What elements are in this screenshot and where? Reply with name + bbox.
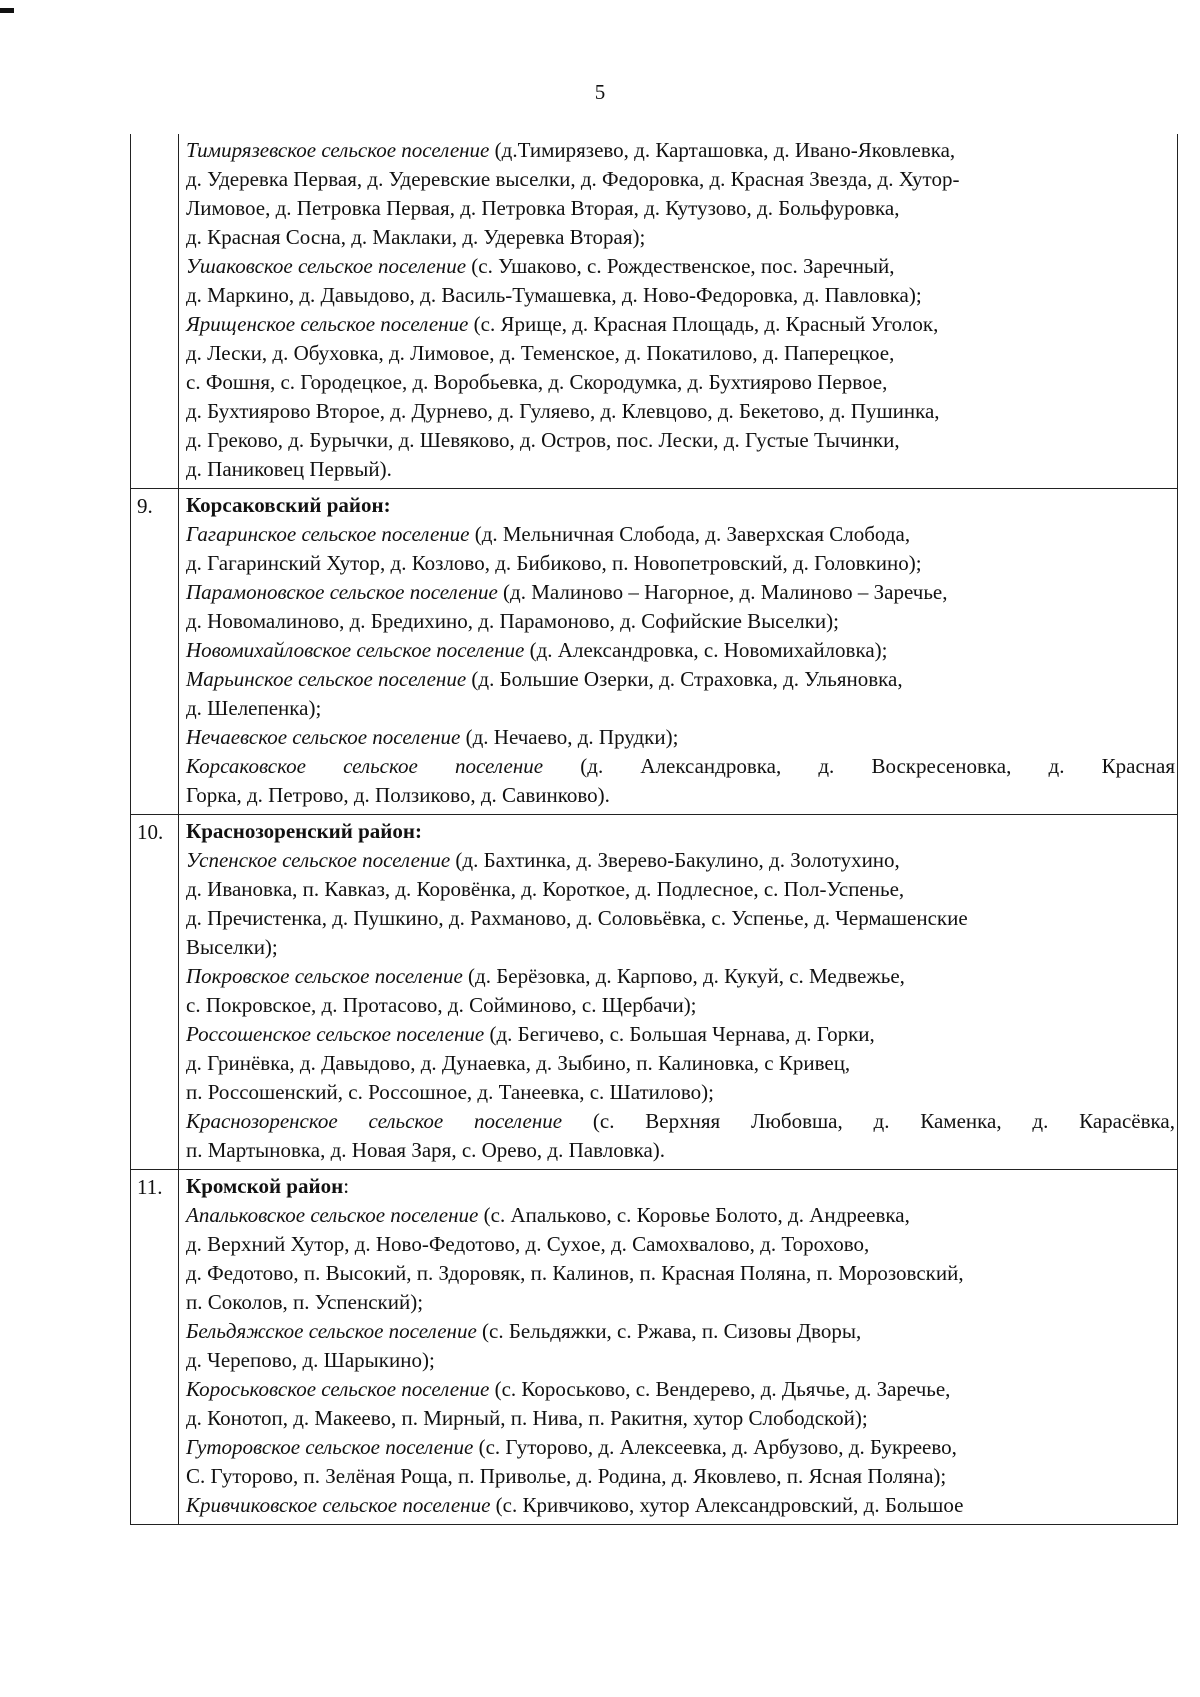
- locality-list: (с. Кривчиково, хутор Александровский, д. Большое: [490, 1493, 964, 1517]
- text-line: [186, 694, 1175, 723]
- settlement-name: Покровское сельское поселение: [186, 964, 463, 988]
- district-heading: Краснозоренский район:: [186, 819, 422, 843]
- locality-list: (д. Нечаево, д. Прудки);: [460, 725, 679, 749]
- locality-list: д. Гагаринский Хутор, д. Козлово, д. Бибиково, п. Новопетровский, д. Головкино);: [186, 551, 922, 575]
- locality-list: д. Лески, д. Обуховка, д. Лимовое, д. Теменское, д. Покатилово, д. Паперецкое,: [186, 341, 895, 365]
- text-line: [186, 578, 1175, 607]
- locality-list: (д. Бегичево, с. Большая Чернава, д. Горки,: [484, 1022, 875, 1046]
- row-number: [131, 134, 179, 489]
- text-line: [186, 1136, 1175, 1165]
- text-line: [186, 875, 1175, 904]
- row-number: 9.: [131, 489, 179, 815]
- text-line: [186, 1201, 1175, 1230]
- text-line: [186, 1317, 1175, 1346]
- locality-list: (д. Малиново – Нагорное, д. Малиново – Заречье,: [497, 580, 948, 604]
- settlement-name: Корсаковское сельское поселение: [186, 754, 544, 778]
- text-line: [186, 368, 1175, 397]
- text-line: [186, 752, 1175, 781]
- locality-list: д. Конотоп, д. Макеево, п. Мирный, п. Нива, п. Ракитня, хутор Слободской);: [186, 1406, 868, 1430]
- text-line: [186, 781, 1175, 810]
- locality-list: п. Мартыновка, д. Новая Заря, с. Орево, д. Павловка).: [186, 1138, 666, 1162]
- text-line: [186, 933, 1175, 962]
- locality-list: с. Фошня, с. Городецкое, д. Воробьевка, д. Скородумка, д. Бухтиярово Первое,: [186, 370, 888, 394]
- text-line: [186, 991, 1175, 1020]
- locality-list: п. Россошенский, с. Россошное, д. Танеевка, с. Шатилово);: [186, 1080, 715, 1104]
- locality-list: Лимовое, д. Петровка Первая, д. Петровка Вторая, д. Кутузово, д. Больфуровка,: [186, 196, 900, 220]
- locality-list: (с. Бельдяжки, с. Ржава, п. Сизовы Дворы,: [476, 1319, 862, 1343]
- locality-list: (с. Короськово, с. Вендерево, д. Дьячье, д. Заречье,: [489, 1377, 951, 1401]
- table-row: [131, 815, 1178, 1170]
- locality-list: (д. Мельничная Слобода, д. Заверхская Слобода,: [469, 522, 911, 546]
- text-line: [186, 846, 1175, 875]
- text-line: [186, 1375, 1175, 1404]
- text-line: [186, 962, 1175, 991]
- text-line: [186, 1172, 1175, 1201]
- settlement-name: Апальковское сельское поселение: [186, 1203, 479, 1227]
- settlement-name: Новомихайловское сельское поселение: [186, 638, 525, 662]
- text-line: [186, 636, 1175, 665]
- text-line: [186, 1049, 1175, 1078]
- text-line: [186, 607, 1175, 636]
- text-line: [186, 1107, 1175, 1136]
- row-number: 11.: [131, 1170, 179, 1525]
- district-cell: [179, 134, 1178, 489]
- locality-list: Горка, д. Петрово, д. Ползиково, д. Савинково).: [186, 783, 610, 807]
- text-line: [186, 1288, 1175, 1317]
- locality-list: (с. Верхняя Любовша, д. Каменка, д. Карасёвка,: [562, 1109, 1175, 1133]
- text-line: [186, 1230, 1175, 1259]
- locality-list: д. Гринёвка, д. Давыдово, д. Дунаевка, д. Зыбино, п. Калиновка, с Кривец,: [186, 1051, 851, 1075]
- row-number: 10.: [131, 815, 179, 1170]
- locality-list: (с. Ушаково, с. Рождественское, пос. Заречный,: [466, 254, 895, 278]
- settlement-name: Гагаринское сельское поселение: [186, 522, 470, 546]
- table-row: [131, 489, 1178, 815]
- text-line: [186, 723, 1175, 752]
- settlement-name: Марьинское сельское поселение: [186, 667, 467, 691]
- district-cell: [179, 1170, 1178, 1525]
- locality-list: д. Верхний Хутор, д. Ново-Федотово, д. Сухое, д. Самохвалово, д. Торохово,: [186, 1232, 870, 1256]
- text-line: [186, 194, 1175, 223]
- settlement-name: Россошенское сельское поселение: [186, 1022, 485, 1046]
- district-heading: Кромской район: [186, 1174, 344, 1198]
- text-line: [186, 1259, 1175, 1288]
- text-line: [186, 165, 1175, 194]
- locality-list: д. Бухтиярово Второе, д. Дурнево, д. Гуляево, д. Клевцово, д. Бекетово, д. Пушинка,: [186, 399, 940, 423]
- text-line: [186, 455, 1175, 484]
- locality-list: (д. Александровка, с. Новомихайловка);: [524, 638, 888, 662]
- text-line: [186, 1433, 1175, 1462]
- locality-list: д. Удеревка Первая, д. Удеревские выселки, д. Федоровка, д. Красная Звезда, д. Хутор-: [186, 167, 960, 191]
- table-body: [131, 134, 1178, 1525]
- settlement-name: Нечаевское сельское поселение: [186, 725, 461, 749]
- locality-list: Выселки);: [186, 935, 278, 959]
- text-line: [186, 491, 1175, 520]
- locality-list: (с. Гуторово, д. Алексеевка, д. Арбузово, д. Букреево,: [473, 1435, 957, 1459]
- text-line: [186, 817, 1175, 846]
- locality-list: (с. Апальково, с. Коровье Болото, д. Андреевка,: [478, 1203, 910, 1227]
- page-number: 5: [594, 80, 606, 104]
- locality-list: (д. Бахтинка, д. Зверево-Бакулино, д. Золотухино,: [450, 848, 900, 872]
- locality-list: д. Греково, д. Бурычки, д. Шевяково, д. Остров, пос. Лески, д. Густые Тычинки,: [186, 428, 900, 452]
- locality-list: (с. Ярище, д. Красная Площадь, д. Красный Уголок,: [468, 312, 939, 336]
- scan-edge-mark: [0, 8, 14, 13]
- locality-list: (д.Тимирязево, д. Карташовка, д. Ивано-Яковлевка,: [489, 138, 956, 162]
- locality-list: д. Маркино, д. Давыдово, д. Василь-Тумашевка, д. Ново-Федоровка, д. Павловка);: [186, 283, 922, 307]
- text-line: [186, 549, 1175, 578]
- settlement-name: Краснозоренское сельское поселение: [186, 1109, 563, 1133]
- table-row: [131, 134, 1178, 489]
- locality-list: д. Федотово, п. Высокий, п. Здоровяк, п. Калинов, п. Красная Поляна, п. Морозовский,: [186, 1261, 964, 1285]
- locality-list: д. Черепово, д. Шарыкино);: [186, 1348, 435, 1372]
- locality-list: (д. Берёзовка, д. Карпово, д. Кукуй, с. Медвежье,: [462, 964, 905, 988]
- text-line: [186, 426, 1175, 455]
- locality-list: п. Соколов, п. Успенский);: [186, 1290, 424, 1314]
- text-line: [186, 281, 1175, 310]
- text-line: [186, 665, 1175, 694]
- locality-list: д. Новомалиново, д. Бредихино, д. Парамоново, д. Софийские Выселки);: [186, 609, 839, 633]
- locality-list: д. Паниковец Первый).: [186, 457, 392, 481]
- settlement-name: Короськовское сельское поселение: [186, 1377, 490, 1401]
- locality-list: с. Покровское, д. Протасово, д. Сойминово, с. Щербачи);: [186, 993, 697, 1017]
- text-line: [186, 1346, 1175, 1375]
- text-line: [186, 520, 1175, 549]
- locality-list: С. Гуторово, п. Зелёная Роща, п. Приволье, д. Родина, д. Яковлево, п. Ясная Поляна);: [186, 1464, 947, 1488]
- locality-list: (д. Александровка, д. Воскресеновка, д. Красная: [543, 754, 1175, 778]
- locality-list: д. Ивановка, п. Кавказ, д. Коровёнка, д. Короткое, д. Подлесное, с. Пол-Успенье,: [186, 877, 905, 901]
- settlement-name: Гуторовское сельское поселение: [186, 1435, 474, 1459]
- text-line: [186, 339, 1175, 368]
- settlement-name: Ушаковское сельское поселение: [186, 254, 467, 278]
- text-line: [186, 1020, 1175, 1049]
- district-heading: Корсаковский район:: [186, 493, 391, 517]
- settlement-name: Ярищенское сельское поселение: [186, 312, 469, 336]
- text-line: [186, 1078, 1175, 1107]
- text-line: [186, 1462, 1175, 1491]
- settlement-name: Парамоновское сельское поселение: [186, 580, 498, 604]
- text-line: [186, 223, 1175, 252]
- district-cell: [179, 489, 1178, 815]
- text-line: [186, 1404, 1175, 1433]
- settlement-name: Бельдяжское сельское поселение: [186, 1319, 477, 1343]
- settlement-name: Тимирязевское сельское поселение: [186, 138, 490, 162]
- district-settlements-table: [130, 134, 1178, 1525]
- settlement-name: Кривчиковское сельское поселение: [186, 1493, 491, 1517]
- locality-list: д. Красная Сосна, д. Маклаки, д. Удеревка Вторая);: [186, 225, 646, 249]
- text-line: [186, 136, 1175, 165]
- district-cell: [179, 815, 1178, 1170]
- locality-list: д. Шелепенка);: [186, 696, 322, 720]
- text-line: [186, 397, 1175, 426]
- text-line: [186, 310, 1175, 339]
- settlement-name: Успенское сельское поселение: [186, 848, 451, 872]
- locality-list: д. Пречистенка, д. Пушкино, д. Рахманово, д. Соловьёвка, с. Успенье, д. Чермашенские: [186, 906, 968, 930]
- locality-list: (д. Большие Озерки, д. Страховка, д. Ульяновка,: [466, 667, 903, 691]
- table-row: [131, 1170, 1178, 1525]
- text-line: [186, 1491, 1175, 1520]
- district-heading-suffix: :: [343, 1174, 350, 1198]
- text-line: [186, 252, 1175, 281]
- text-line: [186, 904, 1175, 933]
